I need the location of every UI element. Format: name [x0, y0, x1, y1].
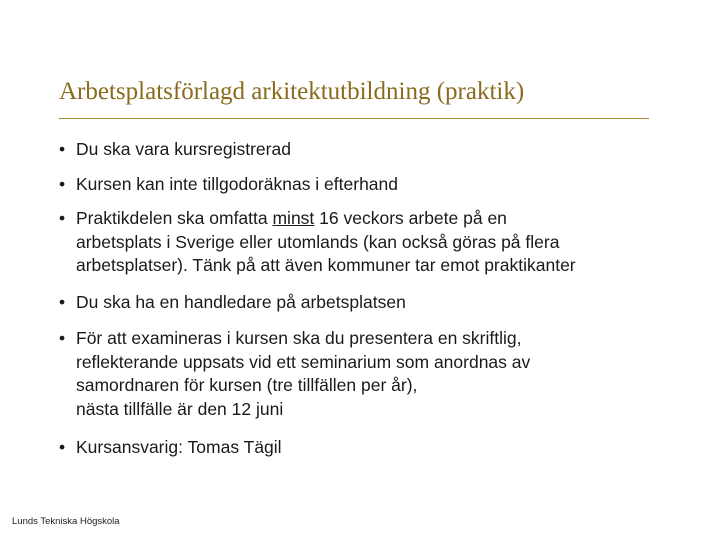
bullet-text: Du ska ha en handledare på arbetsplatsen [76, 291, 406, 312]
bullet-text: Du ska vara kursregistrerad [76, 139, 291, 159]
bullet-dot: • [59, 139, 66, 159]
bullet-text-segment: Praktikdelen ska omfatta [76, 208, 273, 228]
bullet-dot: • [59, 173, 66, 194]
bullet-item-examination [59, 327, 679, 421]
bullet-dot: • [59, 437, 66, 457]
bullet-line: samordnaren för kursen (tre tillfällen per år), [76, 375, 418, 395]
bullet-text-segment: 16 veckors arbete på en [314, 208, 507, 228]
slide-title: Arbetsplatsförlagd arkitektutbildning (praktik) [59, 78, 525, 105]
bullet-item-supervisor [59, 291, 679, 315]
bullet-item-registration [59, 138, 679, 162]
emphasized-word: minst [272, 208, 315, 228]
bullet-item-no-credit-transfer [59, 173, 679, 197]
bullet-text: Kursansvarig: Tomas Tägil [76, 437, 282, 457]
bullet-line [76, 207, 679, 231]
bullet-dot: • [59, 291, 66, 312]
footer-institution: Lunds Tekniska Högskola [12, 516, 120, 527]
bullet-line: arbetsplats i Sverige eller utomlands (kan också göras på flera [76, 231, 560, 252]
bullet-line: För att examineras i kursen ska du presentera en skriftlig, [76, 328, 522, 348]
bullet-item-course-responsible [59, 436, 679, 460]
bullet-dot: • [59, 328, 66, 348]
bullet-line: arbetsplatser). Tänk på att även kommuner tar emot praktikanter [76, 255, 576, 275]
bullet-line: reflekterande uppsats vid ett seminarium som anordnas av [76, 351, 531, 372]
bullet-line: nästa tillfälle är den 12 juni [76, 398, 284, 419]
bullet-text: Kursen kan inte tillgodoräknas i efterhand [76, 173, 399, 194]
bullet-item-internship-length [59, 207, 679, 278]
bullet-dot: • [59, 208, 66, 228]
bullet-list [59, 138, 679, 471]
title-divider [59, 118, 649, 119]
